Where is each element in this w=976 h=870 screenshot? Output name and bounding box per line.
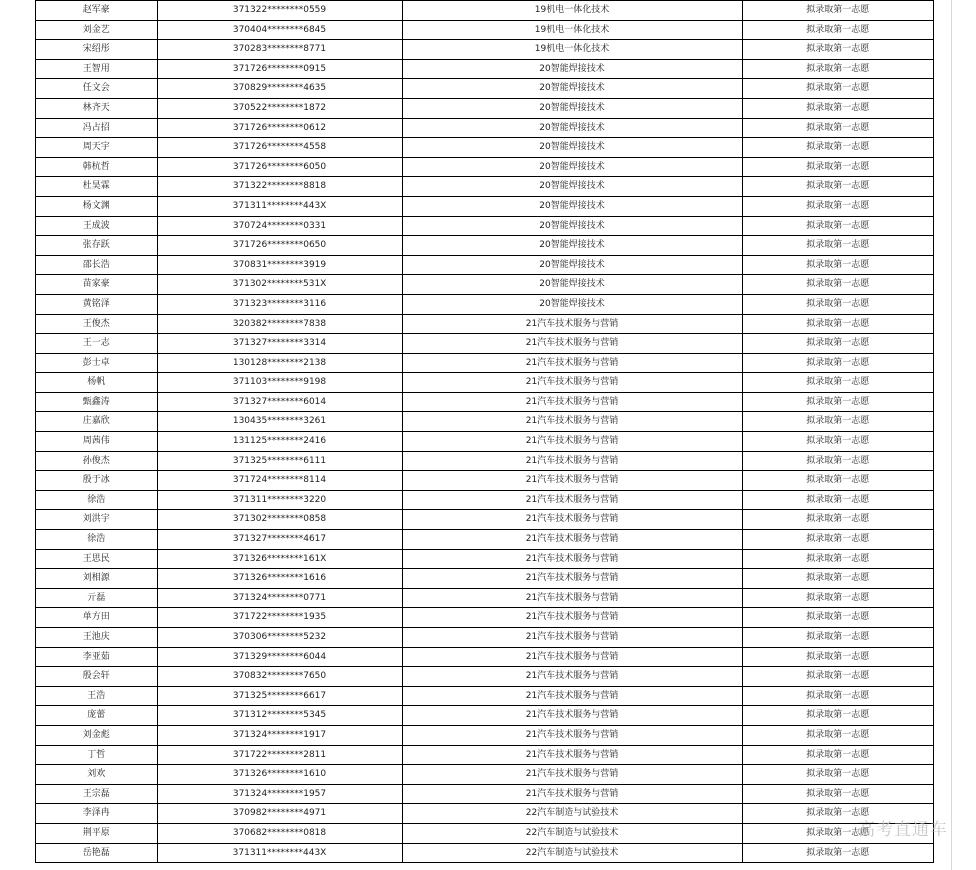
major-cell: 20智能焊接技术 [402, 157, 742, 177]
major-cell: 20智能焊接技术 [402, 59, 742, 79]
table-row [36, 608, 933, 628]
student-name-cell: 苗家豪 [36, 275, 157, 295]
admission-status-cell: 拟录取第一志愿 [742, 392, 933, 412]
table-row [36, 20, 933, 40]
major-cell: 22汽车制造与试验技术 [402, 843, 742, 863]
id-number-cell: 371325********6617 [157, 686, 402, 706]
admission-status-cell: 拟录取第一志愿 [742, 255, 933, 275]
student-name-cell: 刘金艺 [36, 20, 157, 40]
major-cell: 20智能焊接技术 [402, 138, 742, 158]
major-cell: 22汽车制造与试验技术 [402, 804, 742, 824]
id-number-cell: 370724********0331 [157, 216, 402, 236]
table-row [36, 216, 933, 236]
major-cell: 21汽车技术服务与营销 [402, 530, 742, 550]
id-number-cell: 371322********0559 [157, 1, 402, 21]
admission-status-cell: 拟录取第一志愿 [742, 471, 933, 491]
admission-status-cell: 拟录取第一志愿 [742, 647, 933, 667]
admission-status-cell: 拟录取第一志愿 [742, 275, 933, 295]
table-row [36, 79, 933, 99]
student-name-cell: 刘欢 [36, 765, 157, 785]
student-name-cell: 王一志 [36, 334, 157, 354]
admission-status-cell: 拟录取第一志愿 [742, 490, 933, 510]
table-row [36, 686, 933, 706]
student-name-cell: 殷会轩 [36, 667, 157, 687]
id-number-cell: 371325********6111 [157, 451, 402, 471]
table-row [36, 490, 933, 510]
student-name-cell: 赵军豪 [36, 1, 157, 21]
student-name-cell: 彭士卓 [36, 353, 157, 373]
table-row [36, 667, 933, 687]
id-number-cell: 130435********3261 [157, 412, 402, 432]
id-number-cell: 371726********6050 [157, 157, 402, 177]
admission-status-cell: 拟录取第一志愿 [742, 706, 933, 726]
major-cell: 19机电一体化技术 [402, 1, 742, 21]
admission-status-cell: 拟录取第一志愿 [742, 745, 933, 765]
table-row [36, 432, 933, 452]
major-cell: 21汽车技术服务与营销 [402, 510, 742, 530]
table-row [36, 725, 933, 745]
student-name-cell: 王浩 [36, 686, 157, 706]
student-name-cell: 任文会 [36, 79, 157, 99]
admission-status-cell: 拟录取第一志愿 [742, 530, 933, 550]
student-name-cell: 单方田 [36, 608, 157, 628]
table-row [36, 98, 933, 118]
admission-status-cell: 拟录取第一志愿 [742, 196, 933, 216]
id-number-cell: 371722********2811 [157, 745, 402, 765]
student-name-cell: 杨文渊 [36, 196, 157, 216]
major-cell: 21汽车技术服务与营销 [402, 353, 742, 373]
id-number-cell: 371312********5345 [157, 706, 402, 726]
major-cell: 21汽车技术服务与营销 [402, 765, 742, 785]
student-name-cell: 徐浩 [36, 530, 157, 550]
student-name-cell: 刘洪宇 [36, 510, 157, 530]
table-row [36, 255, 933, 275]
id-number-cell: 130128********2138 [157, 353, 402, 373]
page-edge-line [951, 0, 952, 870]
admission-status-cell: 拟录取第一志愿 [742, 784, 933, 804]
student-name-cell: 黄铭泽 [36, 294, 157, 314]
id-number-cell: 371103********9198 [157, 373, 402, 393]
table-row [36, 843, 933, 863]
table-body [36, 1, 933, 863]
id-number-cell: 370522********1872 [157, 98, 402, 118]
id-number-cell: 371724********8114 [157, 471, 402, 491]
id-number-cell: 370404********6845 [157, 20, 402, 40]
id-number-cell: 371726********0612 [157, 118, 402, 138]
student-name-cell: 王思民 [36, 549, 157, 569]
student-name-cell: 甄鑫涛 [36, 392, 157, 412]
id-number-cell: 371311********443X [157, 196, 402, 216]
major-cell: 21汽车技术服务与营销 [402, 549, 742, 569]
table-row [36, 530, 933, 550]
admission-status-cell: 拟录取第一志愿 [742, 40, 933, 60]
admission-status-cell: 拟录取第一志愿 [742, 20, 933, 40]
table-row [36, 765, 933, 785]
major-cell: 21汽车技术服务与营销 [402, 686, 742, 706]
id-number-cell: 371324********1957 [157, 784, 402, 804]
major-cell: 21汽车技术服务与营销 [402, 588, 742, 608]
major-cell: 21汽车技术服务与营销 [402, 490, 742, 510]
admission-status-cell: 拟录取第一志愿 [742, 353, 933, 373]
table-row [36, 177, 933, 197]
admission-status-cell: 拟录取第一志愿 [742, 725, 933, 745]
table-row [36, 294, 933, 314]
id-number-cell: 370831********3919 [157, 255, 402, 275]
student-name-cell: 孙俊杰 [36, 451, 157, 471]
table-row [36, 471, 933, 491]
admission-status-cell: 拟录取第一志愿 [742, 59, 933, 79]
student-name-cell: 殷于冰 [36, 471, 157, 491]
major-cell: 21汽车技术服务与营销 [402, 706, 742, 726]
id-number-cell: 370832********7650 [157, 667, 402, 687]
admission-status-cell: 拟录取第一志愿 [742, 294, 933, 314]
table-row [36, 569, 933, 589]
id-number-cell: 370682********0818 [157, 823, 402, 843]
student-name-cell: 亓磊 [36, 588, 157, 608]
admission-status-cell: 拟录取第一志愿 [742, 823, 933, 843]
id-number-cell: 371726********0915 [157, 59, 402, 79]
student-name-cell: 宋绍彤 [36, 40, 157, 60]
id-number-cell: 370306********5232 [157, 628, 402, 648]
admission-status-cell: 拟录取第一志愿 [742, 451, 933, 471]
id-number-cell: 371302********0858 [157, 510, 402, 530]
major-cell: 21汽车技术服务与营销 [402, 608, 742, 628]
admission-status-cell: 拟录取第一志愿 [742, 549, 933, 569]
admission-status-cell: 拟录取第一志愿 [742, 236, 933, 256]
id-number-cell: 371326********1616 [157, 569, 402, 589]
student-name-cell: 林齐天 [36, 98, 157, 118]
admission-status-cell: 拟录取第一志愿 [742, 804, 933, 824]
admission-status-cell: 拟录取第一志愿 [742, 667, 933, 687]
student-name-cell: 荆平原 [36, 823, 157, 843]
id-number-cell: 131125********2416 [157, 432, 402, 452]
student-name-cell: 岳艳磊 [36, 843, 157, 863]
major-cell: 21汽车技术服务与营销 [402, 569, 742, 589]
major-cell: 21汽车技术服务与营销 [402, 334, 742, 354]
admission-status-cell: 拟录取第一志愿 [742, 510, 933, 530]
id-number-cell: 371324********1917 [157, 725, 402, 745]
major-cell: 20智能焊接技术 [402, 98, 742, 118]
admission-status-cell: 拟录取第一志愿 [742, 98, 933, 118]
table-row [36, 510, 933, 530]
major-cell: 20智能焊接技术 [402, 255, 742, 275]
id-number-cell: 371326********161X [157, 549, 402, 569]
id-number-cell: 371726********4558 [157, 138, 402, 158]
student-name-cell: 王池庆 [36, 628, 157, 648]
major-cell: 21汽车技术服务与营销 [402, 784, 742, 804]
major-cell: 21汽车技术服务与营销 [402, 725, 742, 745]
admission-status-cell: 拟录取第一志愿 [742, 432, 933, 452]
admission-status-cell: 拟录取第一志愿 [742, 686, 933, 706]
admission-status-cell: 拟录取第一志愿 [742, 138, 933, 158]
student-name-cell: 冯占招 [36, 118, 157, 138]
student-name-cell: 张存跃 [36, 236, 157, 256]
table-row [36, 451, 933, 471]
table-row [36, 196, 933, 216]
admission-table [36, 0, 933, 863]
student-name-cell: 刘金彪 [36, 725, 157, 745]
student-name-cell: 杜昊霖 [36, 177, 157, 197]
id-number-cell: 371726********0650 [157, 236, 402, 256]
major-cell: 20智能焊接技术 [402, 294, 742, 314]
table-row [36, 334, 933, 354]
major-cell: 21汽车技术服务与营销 [402, 451, 742, 471]
id-number-cell: 320382********7838 [157, 314, 402, 334]
table-row [36, 628, 933, 648]
table-row [36, 647, 933, 667]
table-row [36, 392, 933, 412]
major-cell: 21汽车技术服务与营销 [402, 373, 742, 393]
table-row [36, 118, 933, 138]
major-cell: 21汽车技术服务与营销 [402, 412, 742, 432]
major-cell: 19机电一体化技术 [402, 40, 742, 60]
table-row [36, 40, 933, 60]
id-number-cell: 370283********8771 [157, 40, 402, 60]
major-cell: 21汽车技术服务与营销 [402, 745, 742, 765]
admission-status-cell: 拟录取第一志愿 [742, 588, 933, 608]
student-name-cell: 丁哲 [36, 745, 157, 765]
id-number-cell: 371327********3314 [157, 334, 402, 354]
student-name-cell: 杨帆 [36, 373, 157, 393]
admission-status-cell: 拟录取第一志愿 [742, 79, 933, 99]
admission-status-cell: 拟录取第一志愿 [742, 843, 933, 863]
admission-status-cell: 拟录取第一志愿 [742, 569, 933, 589]
table-row [36, 275, 933, 295]
student-name-cell: 邵长浩 [36, 255, 157, 275]
major-cell: 20智能焊接技术 [402, 177, 742, 197]
table-row [36, 59, 933, 79]
admission-list-table [35, 0, 934, 863]
admission-status-cell: 拟录取第一志愿 [742, 177, 933, 197]
id-number-cell: 371722********1935 [157, 608, 402, 628]
student-name-cell: 徐浩 [36, 490, 157, 510]
student-name-cell: 王智用 [36, 59, 157, 79]
student-name-cell: 王成波 [36, 216, 157, 236]
major-cell: 21汽车技术服务与营销 [402, 667, 742, 687]
table-row [36, 823, 933, 843]
table-row [36, 314, 933, 334]
admission-status-cell: 拟录取第一志愿 [742, 157, 933, 177]
table-row [36, 157, 933, 177]
major-cell: 21汽车技术服务与营销 [402, 392, 742, 412]
admission-status-cell: 拟录取第一志愿 [742, 608, 933, 628]
table-row [36, 373, 933, 393]
major-cell: 21汽车技术服务与营销 [402, 628, 742, 648]
student-name-cell: 李亚茹 [36, 647, 157, 667]
major-cell: 21汽车技术服务与营销 [402, 471, 742, 491]
id-number-cell: 371329********6044 [157, 647, 402, 667]
admission-status-cell: 拟录取第一志愿 [742, 334, 933, 354]
major-cell: 20智能焊接技术 [402, 275, 742, 295]
student-name-cell: 刘相源 [36, 569, 157, 589]
admission-status-cell: 拟录取第一志愿 [742, 628, 933, 648]
id-number-cell: 370982********4971 [157, 804, 402, 824]
table-row [36, 549, 933, 569]
table-row [36, 1, 933, 21]
admission-status-cell: 拟录取第一志愿 [742, 314, 933, 334]
major-cell: 20智能焊接技术 [402, 196, 742, 216]
admission-status-cell: 拟录取第一志愿 [742, 373, 933, 393]
student-name-cell: 韩杭哲 [36, 157, 157, 177]
major-cell: 22汽车制造与试验技术 [402, 823, 742, 843]
table-row [36, 236, 933, 256]
id-number-cell: 371327********4617 [157, 530, 402, 550]
major-cell: 20智能焊接技术 [402, 236, 742, 256]
watermark: 高考直通车 [858, 820, 948, 840]
student-name-cell: 周茜伟 [36, 432, 157, 452]
admission-status-cell: 拟录取第一志愿 [742, 412, 933, 432]
major-cell: 19机电一体化技术 [402, 20, 742, 40]
student-name-cell: 庞蕾 [36, 706, 157, 726]
table-row [36, 353, 933, 373]
id-number-cell: 371324********0771 [157, 588, 402, 608]
student-name-cell: 周天宇 [36, 138, 157, 158]
admission-status-cell: 拟录取第一志愿 [742, 765, 933, 785]
admission-status-cell: 拟录取第一志愿 [742, 1, 933, 21]
student-name-cell: 王宗磊 [36, 784, 157, 804]
table-row [36, 138, 933, 158]
id-number-cell: 371311********443X [157, 843, 402, 863]
id-number-cell: 370829********4635 [157, 79, 402, 99]
student-name-cell: 李泽冉 [36, 804, 157, 824]
table-row [36, 745, 933, 765]
student-name-cell: 王俊杰 [36, 314, 157, 334]
table-row [36, 804, 933, 824]
id-number-cell: 371326********1610 [157, 765, 402, 785]
table-row [36, 588, 933, 608]
table-row [36, 706, 933, 726]
id-number-cell: 371323********3116 [157, 294, 402, 314]
id-number-cell: 371327********6014 [157, 392, 402, 412]
major-cell: 21汽车技术服务与营销 [402, 647, 742, 667]
major-cell: 20智能焊接技术 [402, 118, 742, 138]
id-number-cell: 371302********531X [157, 275, 402, 295]
major-cell: 21汽车技术服务与营销 [402, 314, 742, 334]
admission-status-cell: 拟录取第一志愿 [742, 118, 933, 138]
major-cell: 20智能焊接技术 [402, 216, 742, 236]
id-number-cell: 371322********8818 [157, 177, 402, 197]
id-number-cell: 371311********3220 [157, 490, 402, 510]
admission-status-cell: 拟录取第一志愿 [742, 216, 933, 236]
major-cell: 21汽车技术服务与营销 [402, 432, 742, 452]
table-row [36, 784, 933, 804]
major-cell: 20智能焊接技术 [402, 79, 742, 99]
table-row [36, 412, 933, 432]
student-name-cell: 庄嘉欣 [36, 412, 157, 432]
